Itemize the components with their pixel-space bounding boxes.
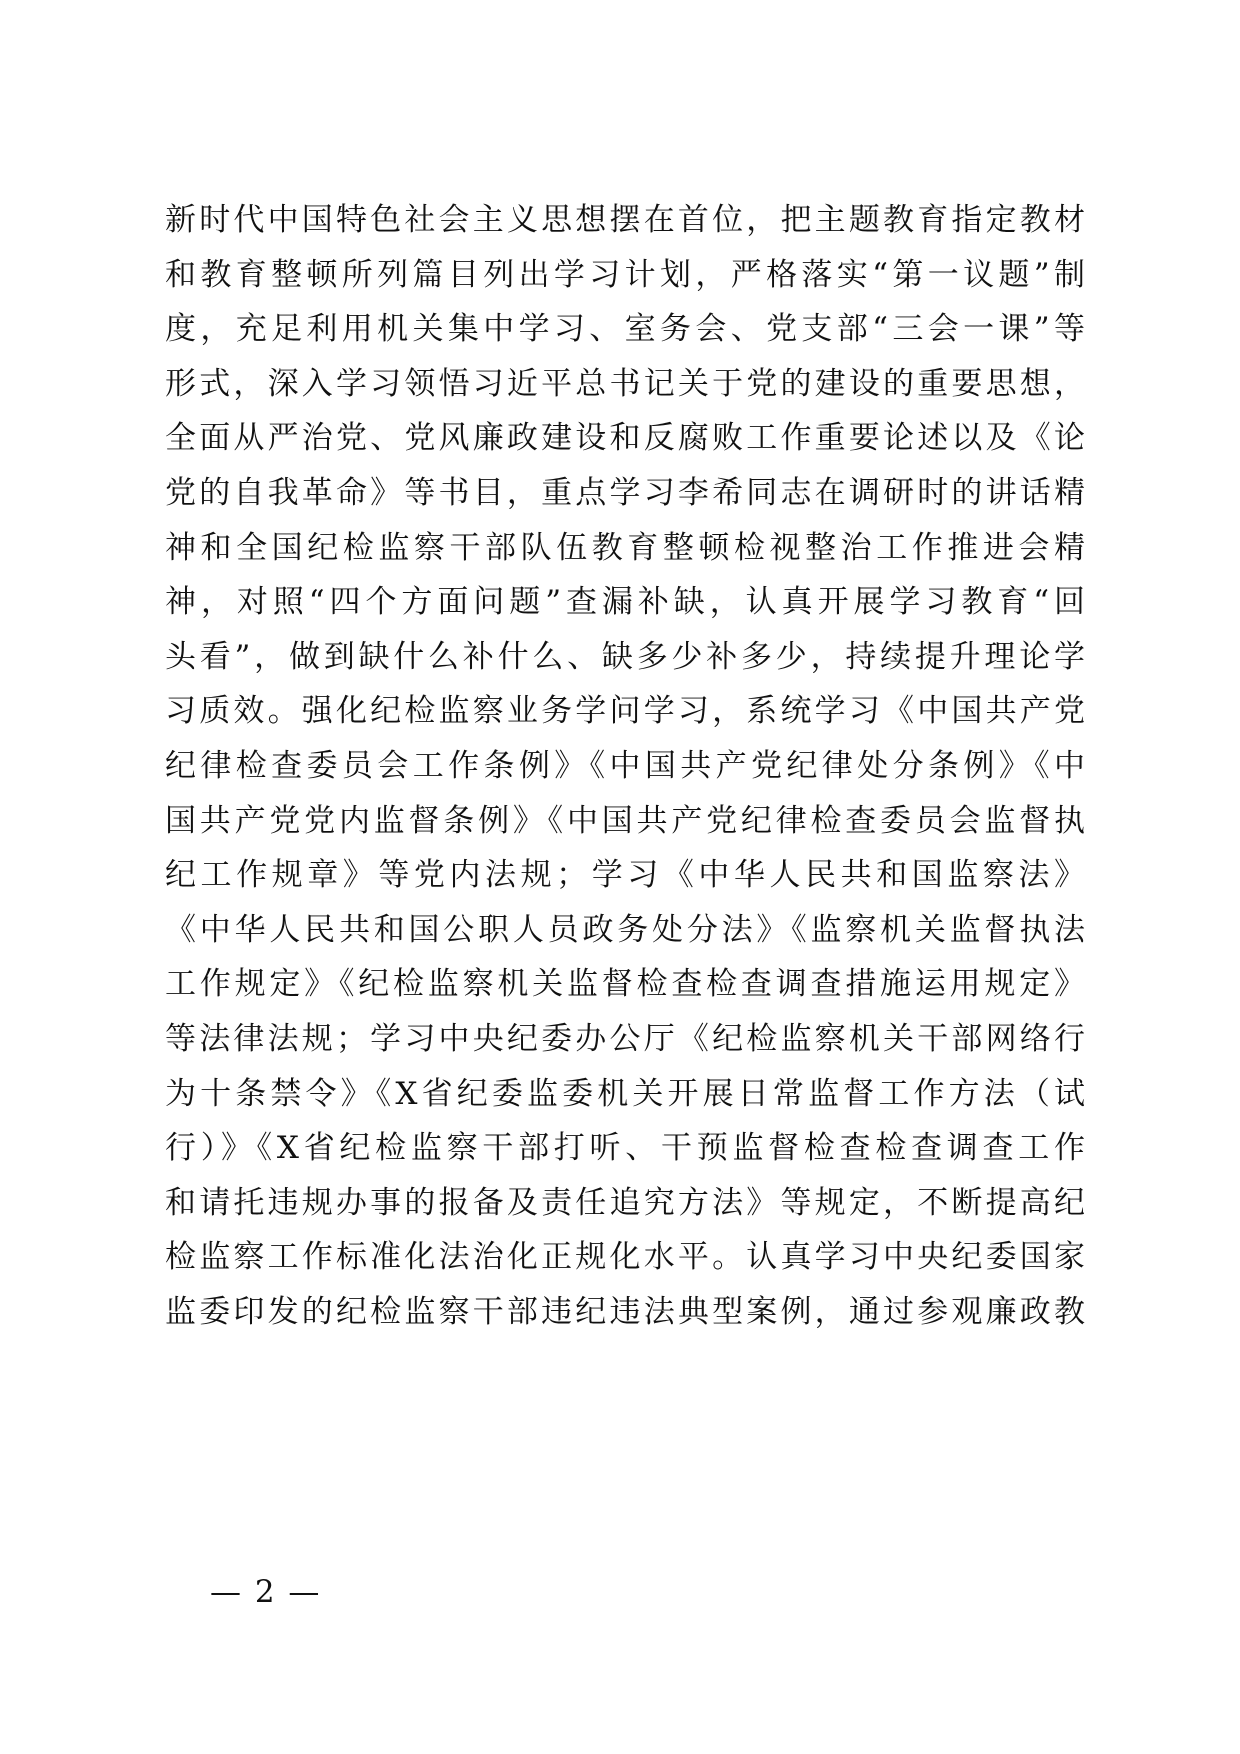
text-line: 和教育整顿所列篇目列出学习计划，严格落实“第一议题”制 [165,256,1085,293]
text-line: 等法律法规；学习中央纪委办公厅《纪检监察机关干部网络行 [165,1020,1085,1057]
text-line: 神，对照“四个方面问题”查漏补缺，认真开展学习教育“回 [165,584,1085,621]
text-line: 国共产党党内监督条例》《中国共产党纪律检查委员会监督执 [165,802,1085,839]
text-line: 习质效。强化纪检监察业务学问学习，系统学习《中国共产党 [165,693,1085,730]
text-line: 为十条禁令》《X省纪委监委机关开展日常监督工作方法（试 [165,1075,1085,1112]
page-number: — 2 — [210,1574,322,1610]
text-line: 度，充足利用机关集中学习、室务会、党支部“三会一课”等 [165,311,1085,348]
text-line: 全面从严治党、党风廉政建设和反腐败工作重要论述以及《论 [165,420,1085,457]
text-line: 检监察工作标准化法治化正规化水平。认真学习中央纪委国家 [165,1239,1085,1276]
text-line: 新时代中国特色社会主义思想摆在首位，把主题教育指定教材 [165,202,1085,238]
text-line: 监委印发的纪检监察干部违纪违法典型案例，通过参观廉政教 [165,1293,1085,1330]
text-line: 纪工作规章》等党内法规；学习《中华人民共和国监察法》 [165,857,1085,894]
text-line: 和请托违规办事的报备及责任追究方法》等规定，不断提高纪 [165,1184,1085,1221]
text-line: 形式，深入学习领悟习近平总书记关于党的建设的重要思想， [165,365,1085,402]
text-line: 党的自我革命》等书目，重点学习李希同志在调研时的讲话精 [165,474,1085,511]
text-line: 纪律检查委员会工作条例》《中国共产党纪律处分条例》《中 [165,747,1085,784]
body-paragraph [165,193,1085,1339]
text-line: 工作规定》《纪检监察机关监督检查检查调查措施运用规定》 [165,966,1085,1003]
text-line: 神和全国纪检监察干部队伍教育整顿检视整治工作推进会精 [165,529,1085,566]
text-line: 行）》《X省纪检监察干部打听、干预监督检查检查调查工作 [165,1130,1085,1167]
text-line: 头看”，做到缺什么补什么、缺多少补多少，持续提升理论学 [165,638,1085,675]
text-line: 《中华人民共和国公职人员政务处分法》《监察机关监督执法 [165,911,1085,948]
